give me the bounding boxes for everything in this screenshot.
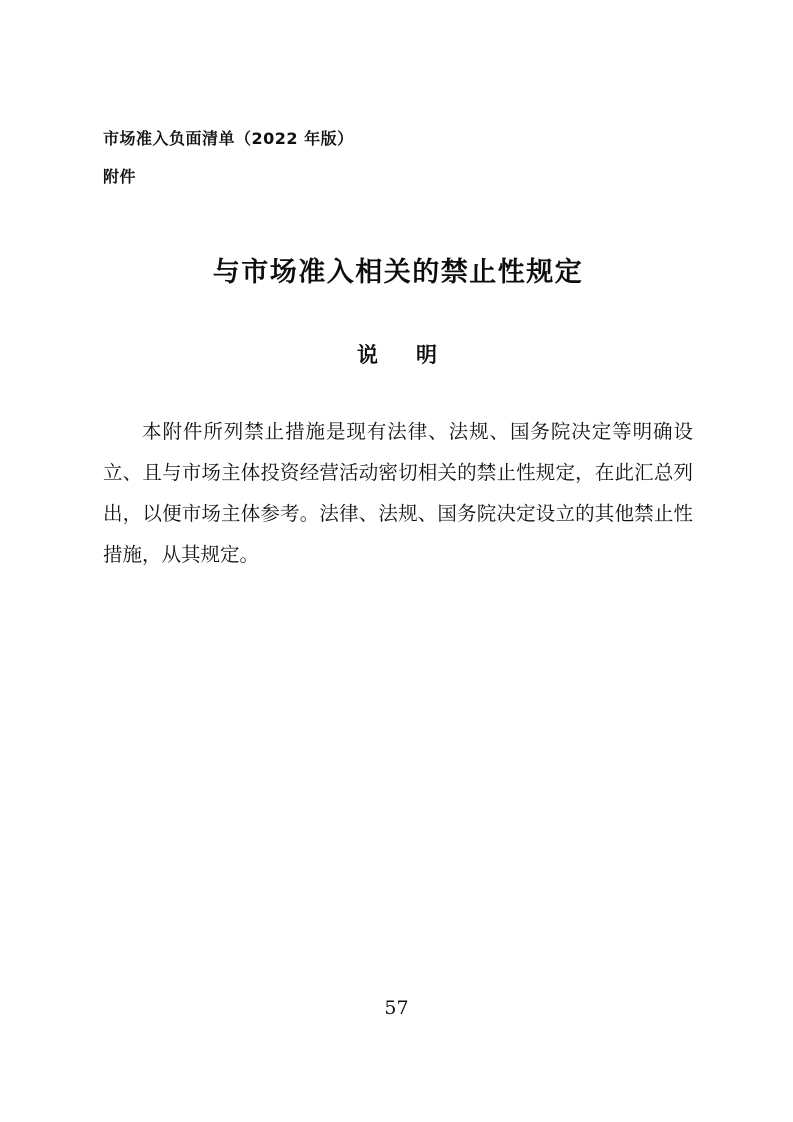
page-title: 与市场准入相关的禁止性规定 <box>212 257 584 288</box>
attachment-label: 附件 <box>103 167 137 186</box>
section-heading <box>103 339 693 369</box>
page-number: 57 <box>384 997 409 1019</box>
running-head: 市场准入负面清单（2022 年版） <box>103 129 354 148</box>
explanatory-paragraph: 本附件所列禁止措施是现有法律、法规、国务院决定等明确设立、且与市场主体投资经营活动密切相关的禁止性规定，在此汇总列出，以便市场主体参考。法律、法规、国务院决定设立的其他禁止性措施，从其规定。 <box>103 420 693 566</box>
section-heading-first-char: 说 <box>357 342 380 367</box>
section-heading-second-char: 明 <box>416 342 439 367</box>
page-content <box>103 120 693 595</box>
